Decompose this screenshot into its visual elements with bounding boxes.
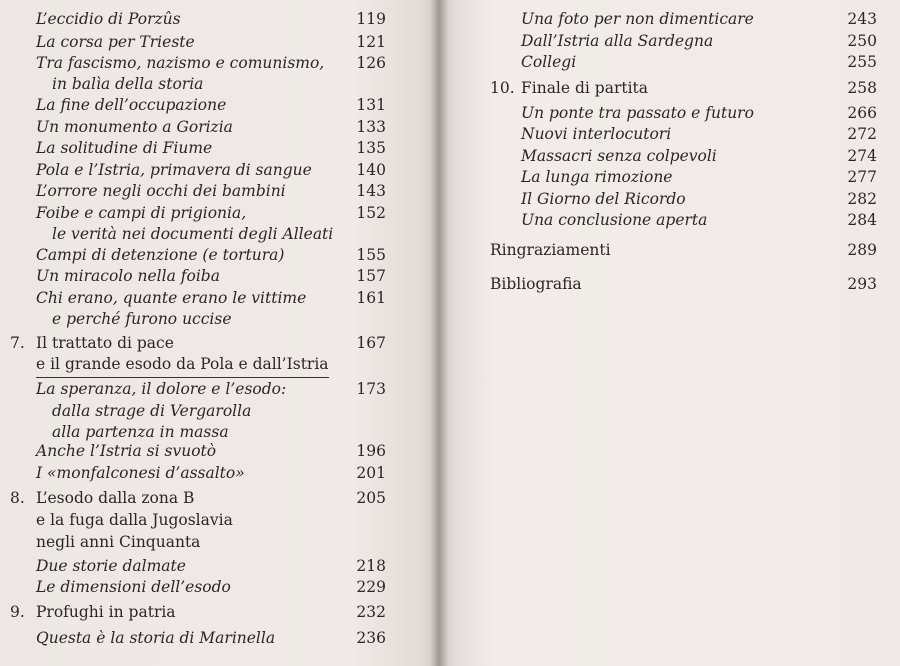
entry-page: 236 [356,629,386,647]
entry-title: Un miracolo nella foiba [36,267,220,285]
entry-page: 196 [356,442,386,460]
entry-title: Due storie dalmate [36,557,186,575]
toc-right [438,0,900,666]
entry-title: Una conclusione aperta [521,211,708,229]
entry-page: 135 [356,139,386,157]
chapter-page: 167 [356,334,386,352]
entry-title: Campi di detenzione (e tortura) [36,246,285,264]
entry-page: 284 [847,211,877,229]
entry-page: 152 [356,204,386,222]
entry-page: 266 [847,104,877,122]
book-gutter [430,0,448,666]
entry-title-continued: e perché furono uccise [52,310,232,328]
entry-page: 255 [847,53,877,71]
entry-title: Un monumento a Gorizia [36,118,233,136]
entry-page: 229 [356,578,386,596]
chapter-page: 205 [356,489,386,507]
entry-page: 274 [847,147,877,165]
entry-title: La fine dell’occupazione [36,96,227,114]
entry-title: La lunga rimozione [521,168,673,186]
entry-title-continued: dalla strage di Vergarolla [52,402,252,420]
chapter-title-continued: negli anni Cinquanta [36,533,201,551]
entry-title: Dall’Istria alla Sardegna [521,32,714,50]
entry-title: Massacri senza colpevoli [521,147,717,165]
entry-page: 155 [356,246,386,264]
entry-page: 143 [356,182,386,200]
entry-title: Pola e l’Istria, primavera di sangue [36,161,312,179]
entry-page: 173 [356,380,386,398]
chapter-title: Profughi in patria [36,603,176,621]
entry-title: La corsa per Trieste [36,33,195,51]
entry-page: 126 [356,54,386,72]
chapter-title: Il trattato di pace [36,334,174,352]
chapter-title-continued: e la fuga dalla Jugoslavia [36,511,233,529]
entry-title: Il Giorno del Ricordo [521,190,686,208]
chapter-number: 7. [10,334,25,352]
entry-page: 161 [356,289,386,307]
back-matter-page: 289 [847,241,877,259]
entry-title: Chi erano, quante erano le vittime [36,289,307,307]
entry-title: Tra fascismo, nazismo e comunismo, [36,54,325,72]
entry-title: L’orrore negli occhi dei bambini [36,182,286,200]
chapter-page: 258 [847,79,877,97]
entry-page: 121 [356,33,386,51]
entry-title: La speranza, il dolore e l’esodo: [36,380,287,398]
back-matter-page: 293 [847,275,877,293]
entry-title: Foibe e campi di prigionia, [36,204,247,222]
entry-title: I «monfalconesi d’assalto» [36,464,245,482]
entry-title: Le dimensioni dell’esodo [36,578,231,596]
entry-page: 119 [356,10,386,28]
entry-page: 157 [356,267,386,285]
entry-page: 131 [356,96,386,114]
back-matter-title: Ringraziamenti [490,241,611,259]
chapter-number: 8. [10,489,25,507]
chapter-number: 10. [490,79,515,97]
entry-title: Una foto per non dimenticare [521,10,754,28]
entry-title: Un ponte tra passato e futuro [521,104,754,122]
entry-title: L’eccidio di Porzûs [36,10,181,28]
entry-page: 140 [356,161,386,179]
chapter-page: 232 [356,603,386,621]
entry-title-continued: in balìa della storia [52,75,204,93]
toc-left [0,0,438,666]
entry-page: 277 [847,168,877,186]
entry-title: La solitudine di Fiume [36,139,213,157]
chapter-title: L’esodo dalla zona B [36,489,195,507]
entry-title-continued: alla partenza in massa [52,423,229,441]
right-page [438,0,900,666]
entry-title-continued: le verità nei documenti degli Alleati [52,225,334,243]
entry-title: Anche l’Istria si svuotò [36,442,217,460]
back-matter-title: Bibliografia [490,275,582,293]
entry-title: Nuovi interlocutori [521,125,672,143]
entry-page: 272 [847,125,877,143]
chapter-title-continued: e il grande esodo da Pola e dall’Istria [36,354,329,378]
left-page [0,0,438,666]
entry-page: 243 [847,10,877,28]
entry-page: 282 [847,190,877,208]
chapter-title: Finale di partita [521,79,649,97]
entry-title: Collegi [521,53,577,71]
entry-page: 218 [356,557,386,575]
entry-page: 133 [356,118,386,136]
entry-page: 201 [356,464,386,482]
entry-page: 250 [847,32,877,50]
entry-title: Questa è la storia di Marinella [36,629,276,647]
chapter-number: 9. [10,603,25,621]
